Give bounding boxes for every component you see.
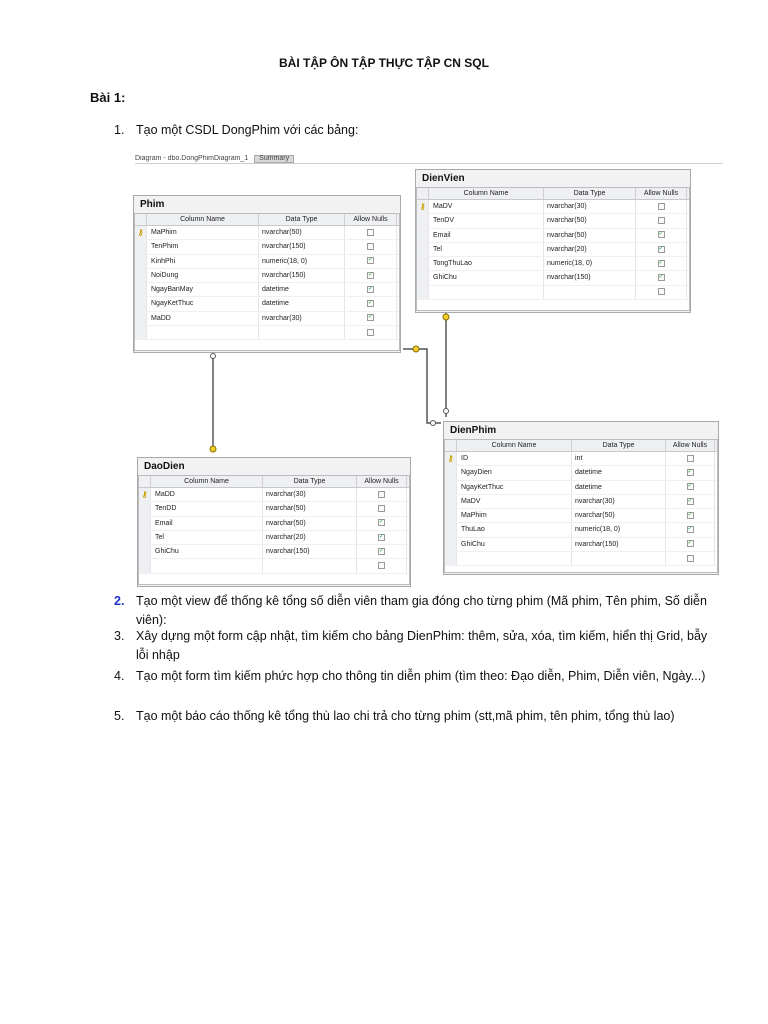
list-text: Xây dựng một form cập nhật, tìm kiếm cho bảng DienPhim: thêm, sửa, xóa, tìm kiếm, hiển thị Grid, bẫy lỗi nhập xyxy=(136,629,708,662)
list-number: 2. xyxy=(114,594,125,608)
allow-nulls-header: Allow Nulls xyxy=(666,440,715,451)
data-type-cell[interactable]: nvarchar(30) xyxy=(259,312,345,325)
column-name-cell[interactable]: Email xyxy=(151,517,263,530)
column-name-cell[interactable]: TenDD xyxy=(151,502,263,515)
column-name-cell[interactable]: NgayDien xyxy=(457,466,572,479)
data-type-cell[interactable]: datetime xyxy=(259,283,345,296)
list-text: Tạo một CSDL DongPhim với các bảng: xyxy=(136,123,359,137)
column-name-cell[interactable]: TenDV xyxy=(429,214,544,227)
data-type-cell[interactable]: numeric(18, 0) xyxy=(544,257,636,270)
table-name: Phim xyxy=(140,199,165,210)
column-name-cell[interactable]: NgayKetThuc xyxy=(457,481,572,494)
data-type-cell[interactable]: nvarchar(50) xyxy=(572,509,666,522)
column-name-header: Column Name xyxy=(151,476,263,487)
list-text: Tạo một báo cáo thống kê tổng thù lao chi trả cho từng phim (stt,mã phim, tên phim, tổng thù lao) xyxy=(136,709,675,723)
column-name-cell[interactable]: TenPhim xyxy=(147,240,259,253)
relationship-key-end xyxy=(443,314,449,320)
list-number: 5. xyxy=(114,709,125,723)
column-name-cell[interactable]: Tel xyxy=(429,243,544,256)
allow-nulls-checkbox[interactable]: ✓ xyxy=(368,271,374,278)
data-type-cell[interactable]: datetime xyxy=(259,297,345,310)
data-type-header: Data Type xyxy=(544,188,636,199)
relationship-key-end xyxy=(210,446,216,452)
primary-key-icon: ⚷ xyxy=(137,228,144,237)
column-name-header: Column Name xyxy=(429,188,544,199)
relationship-key-end xyxy=(413,346,419,352)
data-type-cell[interactable]: nvarchar(20) xyxy=(263,531,357,544)
allow-nulls-checkbox[interactable]: ✓ xyxy=(658,259,664,266)
data-type-cell[interactable]: nvarchar(150) xyxy=(259,269,345,282)
column-name-cell[interactable]: MaDD xyxy=(151,488,263,501)
exercise-heading: Bài 1: xyxy=(90,90,126,105)
allow-nulls-checkbox[interactable]: ✓ xyxy=(658,245,664,252)
allow-nulls-header: Allow Nulls xyxy=(345,214,397,225)
data-type-cell[interactable]: nvarchar(30) xyxy=(544,200,636,213)
data-type-cell[interactable]: int xyxy=(572,452,666,465)
column-name-cell[interactable]: NgayKetThuc xyxy=(147,297,259,310)
allow-nulls-checkbox[interactable]: ✓ xyxy=(379,547,385,554)
primary-key-icon: ⚷ xyxy=(419,202,426,211)
database-diagram xyxy=(135,155,723,585)
data-type-cell[interactable]: nvarchar(30) xyxy=(263,488,357,501)
data-type-header: Data Type xyxy=(259,214,345,225)
column-name-cell[interactable]: MaDD xyxy=(147,312,259,325)
data-type-cell[interactable]: nvarchar(150) xyxy=(259,240,345,253)
column-name-cell[interactable]: MaPhim xyxy=(147,226,259,239)
data-type-cell[interactable]: numeric(18, 0) xyxy=(572,523,666,536)
allow-nulls-checkbox[interactable]: ✓ xyxy=(379,533,385,540)
data-type-header: Data Type xyxy=(263,476,357,487)
data-type-cell[interactable]: datetime xyxy=(572,481,666,494)
list-number: 3. xyxy=(114,629,125,643)
allow-nulls-checkbox[interactable]: ✓ xyxy=(687,468,693,475)
data-type-cell[interactable]: nvarchar(50) xyxy=(544,229,636,242)
data-type-cell[interactable]: nvarchar(30) xyxy=(572,495,666,508)
data-type-header: Data Type xyxy=(572,440,666,451)
column-name-cell[interactable]: GhiChu xyxy=(151,545,263,558)
list-text: Tạo một view để thống kê tổng số diễn viên tham gia đóng cho từng phim (Mã phim, Tên phim, Số diễn viên): xyxy=(136,594,707,627)
relationship-endpoint xyxy=(444,409,449,414)
table-name: DaoDien xyxy=(144,461,185,472)
allow-nulls-checkbox[interactable]: ✓ xyxy=(379,519,385,526)
table-name: DienPhim xyxy=(450,425,497,436)
data-type-cell[interactable]: numeric(18, 0) xyxy=(259,255,345,268)
column-name-cell[interactable]: Email xyxy=(429,229,544,242)
column-name-cell[interactable]: ID xyxy=(457,452,572,465)
summary-tab[interactable]: Summary xyxy=(254,155,294,163)
data-type-cell[interactable]: nvarchar(150) xyxy=(544,271,636,284)
data-type-cell[interactable]: nvarchar(150) xyxy=(263,545,357,558)
data-type-cell[interactable]: nvarchar(50) xyxy=(544,214,636,227)
primary-key-icon: ⚷ xyxy=(141,490,148,499)
relationship-lines xyxy=(135,155,723,585)
allow-nulls-header: Allow Nulls xyxy=(636,188,687,199)
column-name-cell[interactable]: MaDV xyxy=(429,200,544,213)
data-type-cell[interactable]: nvarchar(50) xyxy=(263,502,357,515)
allow-nulls-checkbox[interactable]: ✓ xyxy=(368,314,374,321)
allow-nulls-checkbox[interactable]: ✓ xyxy=(368,300,374,307)
relationship-endpoint xyxy=(211,354,216,359)
list-number: 4. xyxy=(114,669,125,683)
column-name-header: Column Name xyxy=(457,440,572,451)
allow-nulls-checkbox[interactable]: ✓ xyxy=(658,274,664,281)
column-name-header: Column Name xyxy=(147,214,259,225)
allow-nulls-checkbox[interactable]: ✓ xyxy=(368,285,374,292)
allow-nulls-checkbox[interactable]: ✓ xyxy=(687,511,693,518)
column-name-cell[interactable]: MaPhim xyxy=(457,509,572,522)
data-type-cell[interactable]: nvarchar(50) xyxy=(263,517,357,530)
data-type-cell[interactable]: nvarchar(20) xyxy=(544,243,636,256)
column-name-cell[interactable]: TongThuLao xyxy=(429,257,544,270)
allow-nulls-checkbox[interactable]: ✓ xyxy=(658,231,664,238)
document-title: BÀI TẬP ÔN TẬP THỰC TẬP CN SQL xyxy=(279,56,489,70)
column-name-cell[interactable]: GhiChu xyxy=(429,271,544,284)
allow-nulls-checkbox[interactable]: ✓ xyxy=(687,526,693,533)
primary-key-icon: ⚷ xyxy=(447,454,454,463)
column-name-cell[interactable]: KinhPhi xyxy=(147,255,259,268)
data-type-cell[interactable]: nvarchar(150) xyxy=(572,538,666,551)
table-name: DienVien xyxy=(422,173,465,184)
allow-nulls-checkbox[interactable]: ✓ xyxy=(368,257,374,264)
column-name-cell[interactable]: MaDV xyxy=(457,495,572,508)
column-name-cell[interactable]: NoiDung xyxy=(147,269,259,282)
relationship-endpoint xyxy=(431,421,436,426)
column-name-cell[interactable]: Tel xyxy=(151,531,263,544)
relationship-line xyxy=(403,349,441,423)
column-name-cell[interactable]: NgayBanMay xyxy=(147,283,259,296)
allow-nulls-checkbox[interactable]: ✓ xyxy=(687,540,693,547)
list-number: 1. xyxy=(114,123,125,137)
column-name-cell[interactable]: ThuLao xyxy=(457,523,572,536)
diagram-tab-label: Diagram - dbo.DongPhimDiagram_1 xyxy=(135,155,249,162)
allow-nulls-header: Allow Nulls xyxy=(357,476,407,487)
data-type-cell[interactable]: nvarchar(50) xyxy=(259,226,345,239)
data-type-cell[interactable]: datetime xyxy=(572,466,666,479)
allow-nulls-checkbox[interactable]: ✓ xyxy=(687,497,693,504)
list-text: Tạo một form tìm kiếm phức hợp cho thông tin diễn phim (tìm theo: Đạo diễn, Phim, Diễn viên, Ngày...) xyxy=(136,669,706,683)
allow-nulls-checkbox[interactable]: ✓ xyxy=(687,483,693,490)
column-name-cell[interactable]: GhiChu xyxy=(457,538,572,551)
